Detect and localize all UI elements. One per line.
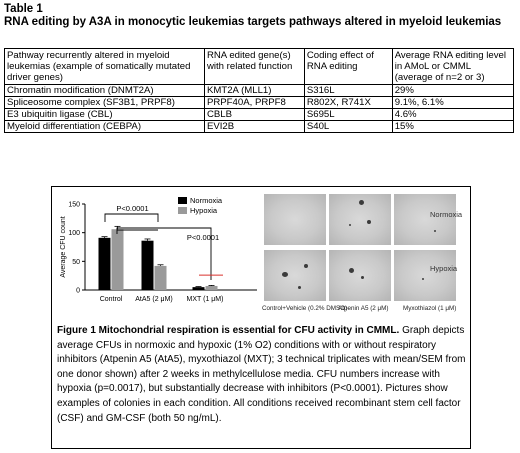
photo-mxt-normoxia bbox=[394, 194, 456, 245]
colony-dot bbox=[359, 200, 364, 205]
legend-swatch-hypoxia bbox=[178, 207, 187, 214]
p-value-label: P<0.0001 bbox=[186, 233, 220, 242]
significance-bracket bbox=[105, 214, 158, 222]
colony-dot bbox=[367, 220, 371, 224]
colony-photo-grid bbox=[262, 192, 468, 324]
cell-pathway: Chromatin modification (DNMT2A) bbox=[5, 84, 205, 96]
colony-dot bbox=[298, 286, 301, 289]
cell-effect: S695L bbox=[304, 109, 392, 121]
cell-gene: CBLB bbox=[204, 109, 304, 121]
table-row bbox=[5, 84, 514, 96]
photo-control-normoxia bbox=[264, 194, 326, 245]
colony-dot bbox=[361, 276, 364, 279]
cell-gene: EVI2B bbox=[204, 121, 304, 133]
table-header-row bbox=[5, 49, 514, 85]
p-value-label: P<0.0001 bbox=[116, 204, 149, 213]
y-tick-label: 150 bbox=[68, 201, 80, 209]
colony-dot bbox=[422, 278, 424, 280]
colony-dot bbox=[282, 272, 288, 277]
legend-item-normoxia bbox=[178, 196, 222, 206]
cell-gene: PRPF40A, PRPF8 bbox=[204, 96, 304, 108]
row-label-normoxia: Normoxia bbox=[430, 210, 463, 219]
photo-ata5-normoxia bbox=[329, 194, 391, 245]
legend-label-normoxia: Normoxia bbox=[190, 196, 223, 205]
bar-normoxia bbox=[142, 241, 154, 290]
figure-caption bbox=[57, 324, 469, 426]
bar-hypoxia bbox=[112, 229, 124, 290]
caption-body: Graph depicts average CFUs in normoxic and hypoxic (1% O2) conditions with or without respiratory inhibitors (Atpenin A5 (AtA5), myxothiazol (MXT); 3 technical triplicates with mean/SEM from one donor shown) after 2 weeks in methylcellulose media. CFU numbers increase with hypoxia (p=0.0017), but substantially decrease with inhibitors (P<0.0001). Pictures show examples of colonies in each condition. All conditions received recombinant stem cell factor (CSF) and GM-CSF (both 50 ng/mL). bbox=[57, 325, 466, 424]
header-coding-effect: Coding effect of RNA editing bbox=[304, 49, 392, 85]
photo-caption-mxt: Myxothiazol (1 μM) bbox=[403, 305, 457, 312]
table-row bbox=[5, 121, 514, 133]
header-edited-genes: RNA edited gene(s) with related function bbox=[204, 49, 304, 85]
colony-dot bbox=[434, 230, 436, 232]
rna-editing-table bbox=[4, 48, 514, 133]
cell-gene: KMT2A (MLL1) bbox=[204, 84, 304, 96]
y-tick-label: 0 bbox=[76, 287, 80, 295]
y-axis-label: Average CFU count bbox=[60, 216, 67, 278]
photo-mxt-hypoxia bbox=[394, 250, 456, 301]
caption-title: Figure 1 Mitochondrial respiration is essential for CFU activity in CMML. bbox=[57, 325, 400, 336]
table-title: RNA editing by A3A in monocytic leukemias targets pathways altered in myeloid leukemias bbox=[4, 16, 502, 28]
table-row bbox=[5, 96, 514, 108]
cell-level: 9.1%, 6.1% bbox=[392, 96, 513, 108]
colony-dot bbox=[304, 264, 308, 268]
bar-hypoxia bbox=[206, 286, 218, 290]
photo-control-hypoxia bbox=[264, 250, 326, 301]
cfu-chart bbox=[55, 190, 261, 320]
cell-effect: S316L bbox=[304, 84, 392, 96]
header-editing-level: Average RNA editing level in AMoL or CMML (average of n=2 or 3) bbox=[392, 49, 513, 85]
y-tick-label: 50 bbox=[72, 258, 80, 266]
cell-pathway: Myeloid differentiation (CEBPA) bbox=[5, 121, 205, 133]
photo-ata5-hypoxia bbox=[329, 250, 391, 301]
bar-normoxia bbox=[193, 287, 205, 290]
x-tick-label: Control bbox=[99, 296, 123, 303]
colony-dot bbox=[349, 268, 354, 273]
colony-dot bbox=[349, 224, 351, 226]
cell-level: 4.6% bbox=[392, 109, 513, 121]
y-tick-label: 100 bbox=[68, 230, 80, 238]
legend-label-hypoxia: Hypoxia bbox=[190, 205, 218, 215]
legend-swatch-normoxia bbox=[178, 197, 187, 204]
x-tick-label: AtA5 (2 μM) bbox=[135, 296, 173, 303]
x-tick-label: MXT (1 μM) bbox=[186, 296, 224, 303]
table-title-block bbox=[4, 3, 516, 29]
legend-item-hypoxia bbox=[178, 206, 222, 216]
row-label-hypoxia: Hypoxia bbox=[430, 264, 458, 273]
cell-level: 29% bbox=[392, 84, 513, 96]
bar-normoxia bbox=[99, 238, 111, 290]
table-label: Table 1 bbox=[4, 3, 43, 15]
bar-hypoxia bbox=[155, 266, 167, 290]
cell-pathway: E3 ubiquitin ligase (CBL) bbox=[5, 109, 205, 121]
cell-pathway: Spliceosome complex (SF3B1, PRPF8) bbox=[5, 96, 205, 108]
cfu-bar-chart bbox=[55, 190, 261, 320]
chart-legend bbox=[178, 196, 222, 215]
cell-effect: R802X, R741X bbox=[304, 96, 392, 108]
figure-1-box bbox=[51, 186, 471, 449]
photo-caption-ata5: Atpenin A5 (2 μM) bbox=[338, 305, 389, 312]
cell-effect: S40L bbox=[304, 121, 392, 133]
cell-level: 15% bbox=[392, 121, 513, 133]
header-pathway: Pathway recurrently altered in myeloid leukemias (example of somatically mutated driver genes) bbox=[5, 49, 205, 85]
photo-caption-control: Control+Vehicle (0.2% DMSO) bbox=[262, 305, 348, 312]
table-row bbox=[5, 109, 514, 121]
